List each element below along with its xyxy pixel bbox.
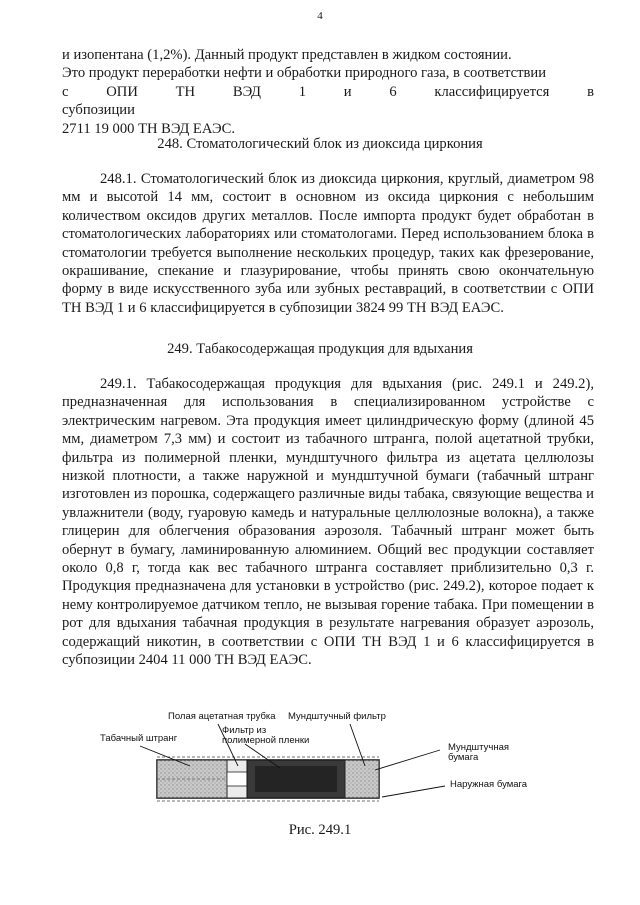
figure-249-1 xyxy=(100,708,550,818)
heat-stick-diagram xyxy=(100,708,550,818)
label-mouthpiece-paper-1: Мундштучная xyxy=(448,742,510,753)
page-number: 4 xyxy=(317,10,323,22)
label-tobacco-rod: Табачный штранг xyxy=(100,733,178,744)
text-line: с ОПИ ТН ВЭД 1 и 6 классифицируется в субпозиции xyxy=(62,83,594,119)
label-mouthpiece-filter: Мундштучный фильтр xyxy=(288,711,386,722)
paragraph-248-1: 248.1. Стоматологический блок из диоксида циркония, круглый, диаметром 98 мм и высотой 14 мм, состоит в основном из оксида циркония с небольшим количеством оксидов других металлов. После импорта продукт будет обработан в стоматологических лабораториях или стоматологами. Перед использованием блока в стоматологии требуется выполнение нескольких процедур, таких как фрезерование, окрашивание, спекание и глазурирование, чтобы принять свою окончательную форму в виде искусственного зуба или зубных реставраций, в соответствии с ОПИ ТН ВЭД 1 и 6 классифицируется в субпозиции 3824 99 ТН ВЭД ЕАЭС. xyxy=(62,171,594,316)
text-line: Это продукт переработки нефти и обработки природного газа, в соответствии xyxy=(62,65,547,82)
section-249-paragraph xyxy=(62,375,594,670)
label-film-filter-1: Фильтр из xyxy=(222,725,267,736)
label-hollow-tube: Полая ацетатная трубка xyxy=(168,711,276,722)
figure-caption: Рис. 249.1 xyxy=(288,822,352,838)
label-mouthpiece-paper-2: бумага xyxy=(448,752,479,763)
section-249-heading: 249. Табакосодержащая продукция для вдыхания xyxy=(167,341,473,357)
text-line: 2711 19 000 ТН ВЭД ЕАЭС. xyxy=(62,120,236,137)
text-line: и изопентана (1,2%). Данный продукт представлен в жидком состоянии. xyxy=(62,47,512,63)
continuation-paragraph xyxy=(62,46,594,138)
section-248-paragraph xyxy=(62,170,594,317)
paragraph-249-1: 249.1. Табакосодержащая продукция для вдыхания (рис. 249.1 и 249.2), предназначенная для использования в специализированном устройстве с электрическим нагревом. Эта продукция имеет цилиндрическую форму (длиной 45 мм, диаметром 7,3 мм) и состоит из табачного штранга, полой ацетатной трубки, фильтра из полимерной пленки, мундштучного фильтра из ацетата целлюлозы низкой плотности, а также наружной и мундштучной бумаги (табачный штранг изготовлен из порошка, содержащего различные виды табака, связующие вещества и увлажнители (воду, гуаровую камедь и натуральные целлюлозные волокна), а также глицерин для облегчения образования аэрозоля. Табачный штранг может быть обернут в бумагу, ламинированную алюминием. Общий вес продукции составляет около 0,8 г, тогда как вес табачного штранга составляет приблизительно 0,3 г. Продукция предназначена для установки в устройство (рис. 249.2), которое подает к нему контролируемое датчиком тепло, не вызывая горение табака. При помещении в рот для вдыхания табачная продукция в результате нагревания образует аэрозоль, содержащий никотин, в соответствии с ОПИ ТН ВЭД 1 и 6 классифицируется в субпозиции 2404 11 000 ТН ВЭД ЕАЭС. xyxy=(62,376,594,669)
section-248-heading: 248. Стоматологический блок из диоксида циркония xyxy=(157,136,483,152)
label-film-filter-2: полимерной пленки xyxy=(222,735,310,746)
mouthpiece-filter-segment xyxy=(345,760,379,798)
label-outer-paper: Наружная бумага xyxy=(450,779,528,790)
